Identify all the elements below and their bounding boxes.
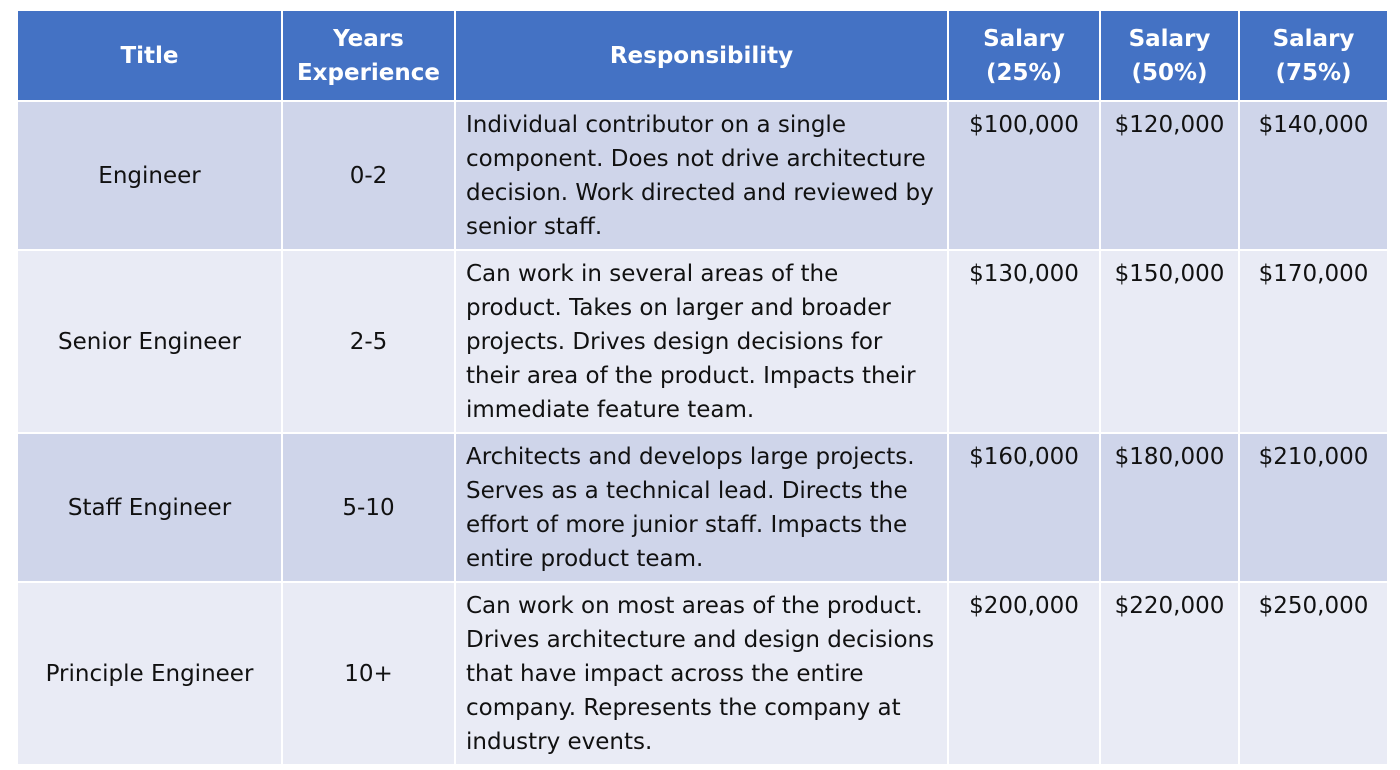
header-salary-75 xyxy=(1239,10,1388,101)
header-title xyxy=(17,10,282,101)
cell-years-experience: 10+ xyxy=(282,582,455,765)
cell-years-experience: 0-2 xyxy=(282,101,455,250)
header-years-experience xyxy=(282,10,455,101)
header-salary-75-line1: Salary xyxy=(1272,25,1355,52)
cell-salary-75: $250,000 xyxy=(1239,582,1388,765)
cell-responsibility: Can work on most areas of the product. Drives architecture and design decisions that have impact across the entire company. Represents the company at industry events. xyxy=(455,582,948,765)
header-salary-25-line1: Salary xyxy=(983,25,1065,52)
header-years-line2: Experience xyxy=(296,59,441,86)
engineer-salary-table xyxy=(16,9,1389,766)
header-title-label: Title xyxy=(120,42,179,69)
cell-title: Engineer xyxy=(17,101,282,250)
cell-years-experience: 2-5 xyxy=(282,250,455,433)
header-salary-50-line1: Salary xyxy=(1128,25,1211,52)
cell-salary-50: $180,000 xyxy=(1100,433,1239,582)
cell-salary-25: $100,000 xyxy=(948,101,1100,250)
table-row xyxy=(17,101,1388,250)
header-years-line1: Years xyxy=(333,25,404,52)
cell-responsibility: Architects and develops large projects. Serves as a technical lead. Directs the effort of more junior staff. Impacts the entire product team. xyxy=(455,433,948,582)
cell-responsibility: Can work in several areas of the product. Takes on larger and broader projects. Drives design decisions for their area of the product. Impacts their immediate feature team. xyxy=(455,250,948,433)
salary-table-container xyxy=(16,9,1387,766)
cell-salary-25: $130,000 xyxy=(948,250,1100,433)
header-salary-25-line2: (25%) xyxy=(985,59,1063,86)
cell-salary-75: $210,000 xyxy=(1239,433,1388,582)
cell-salary-50: $150,000 xyxy=(1100,250,1239,433)
header-salary-25 xyxy=(948,10,1100,101)
cell-responsibility: Individual contributor on a single component. Does not drive architecture decision. Work directed and reviewed by senior staff. xyxy=(455,101,948,250)
cell-salary-75: $170,000 xyxy=(1239,250,1388,433)
table-header-row xyxy=(17,10,1388,101)
cell-years-experience: 5-10 xyxy=(282,433,455,582)
cell-salary-50: $220,000 xyxy=(1100,582,1239,765)
table-row xyxy=(17,582,1388,765)
cell-salary-25: $200,000 xyxy=(948,582,1100,765)
header-salary-50-line2: (50%) xyxy=(1131,59,1208,86)
header-responsibility xyxy=(455,10,948,101)
header-salary-50 xyxy=(1100,10,1239,101)
header-salary-75-line2: (75%) xyxy=(1275,59,1352,86)
cell-title: Senior Engineer xyxy=(17,250,282,433)
table-row xyxy=(17,433,1388,582)
cell-title: Staff Engineer xyxy=(17,433,282,582)
header-responsibility-label: Responsibility xyxy=(609,42,794,69)
cell-title: Principle Engineer xyxy=(17,582,282,765)
cell-salary-75: $140,000 xyxy=(1239,101,1388,250)
cell-salary-50: $120,000 xyxy=(1100,101,1239,250)
cell-salary-25: $160,000 xyxy=(948,433,1100,582)
table-row xyxy=(17,250,1388,433)
